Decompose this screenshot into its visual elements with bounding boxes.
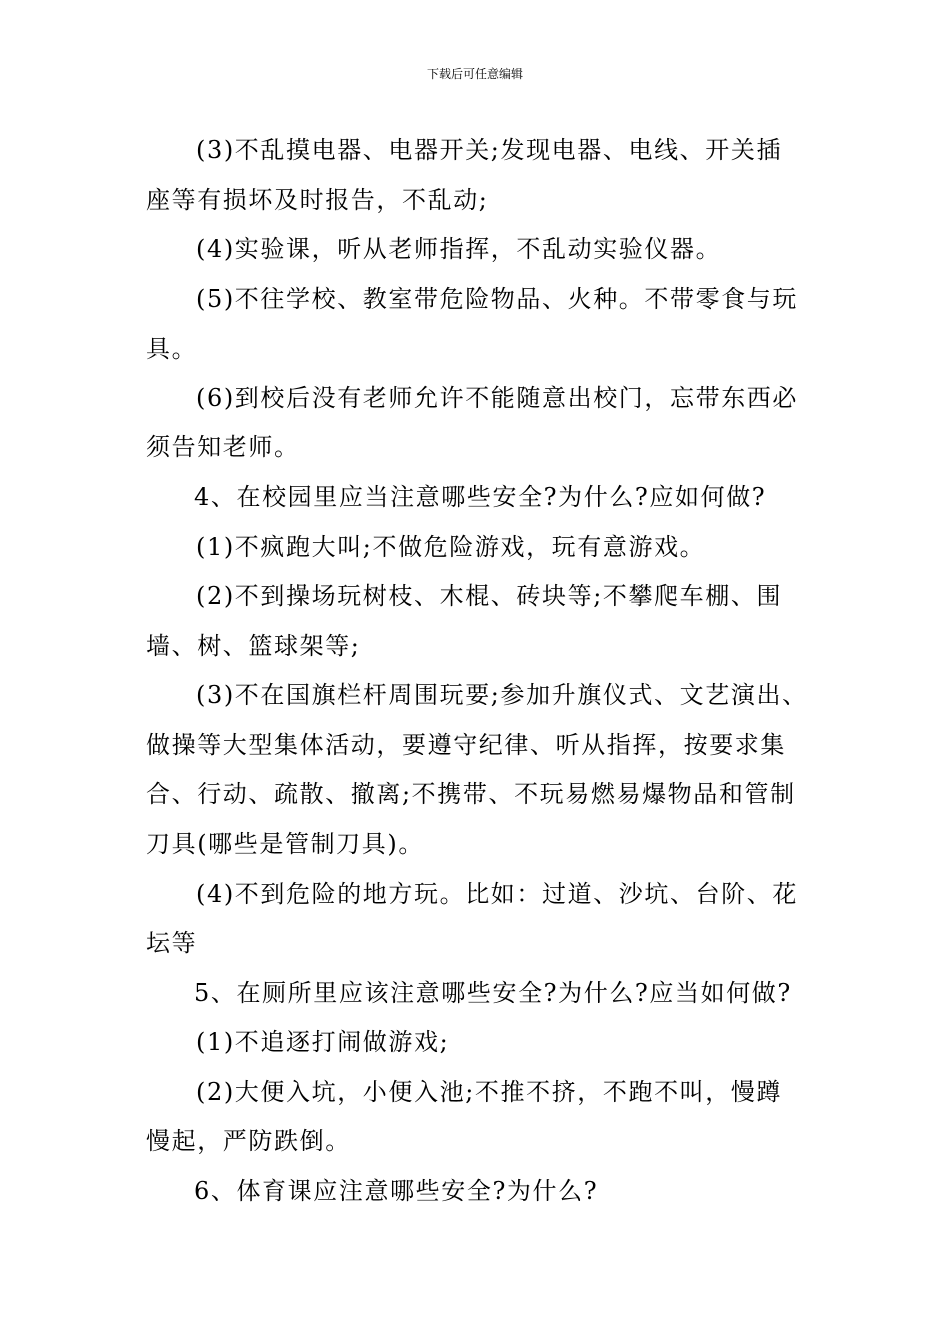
paragraph-line: (6)到校后没有老师允许不能随意出校门，忘带东西必 [196, 384, 798, 412]
paragraph-line: (1)不疯跑大叫;不做危险游戏，玩有意游戏。 [196, 533, 706, 561]
paragraph-line: 具。 [146, 335, 198, 363]
paragraph-line: (2)不到操场玩树枝、木棍、砖块等;不攀爬车棚、围 [196, 582, 783, 610]
paragraph-line: (2)大便入坑，小便入池;不推不挤，不跑不叫，慢蹲 [196, 1078, 783, 1106]
header-note: 下载后可任意编辑 [426, 67, 523, 81]
section-heading: 4、在校园里应当注意哪些安全?为什么?应如何做? [194, 483, 767, 511]
paragraph-line: 合、行动、疏散、撤离;不携带、不玩易燃易爆物品和管制 [146, 780, 796, 808]
paragraph-line: 做操等大型集体活动，要遵守纪律、听从指挥，按要求集 [146, 731, 786, 759]
paragraph-line: 须告知老师。 [146, 433, 300, 461]
paragraph-line: (3)不乱摸电器、电器开关;发现电器、电线、开关插 [196, 136, 783, 164]
paragraph-line: 慢起，严防跌倒。 [146, 1127, 351, 1155]
paragraph-line: (4)不到危险的地方玩。比如：过道、沙坑、台阶、花 [196, 880, 798, 908]
section-heading: 6、体育课应注意哪些安全?为什么? [194, 1177, 599, 1205]
paragraph-line: 刀具(哪些是管制刀具)。 [146, 830, 424, 858]
paragraph-line: (5)不往学校、教室带危险物品、火种。不带零食与玩 [196, 285, 798, 313]
paragraph-line: (3)不在国旗栏杆周围玩要;参加升旗仪式、文艺演出、 [196, 681, 808, 709]
section-heading: 5、在厕所里应该注意哪些安全?为什么?应当如何做? [194, 979, 792, 1007]
paragraph-line: (4)实验课，听从老师指挥，不乱动实验仪器。 [196, 235, 722, 263]
paragraph-line: 坛等 [146, 929, 198, 957]
paragraph-line: 座等有损坏及时报告，不乱动; [146, 186, 489, 214]
paragraph-line: 墙、树、篮球架等; [146, 632, 361, 660]
paragraph-line: (1)不追逐打闹做游戏; [196, 1028, 450, 1056]
